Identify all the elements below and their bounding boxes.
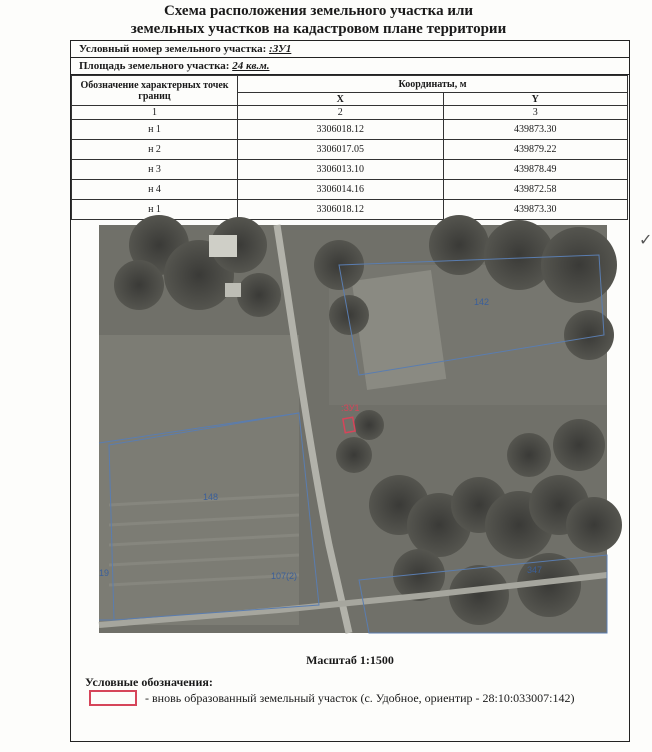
legend-item-text: - вновь образованный земельный участок (с. Удобное, ориентир - 28:10:033007:142)	[145, 691, 575, 705]
map-label-142: 142	[474, 297, 490, 307]
column-number-3: 3	[443, 106, 627, 120]
aerial-map	[99, 225, 607, 633]
title-line-2: земельных участков на кадастровом плане территории	[130, 21, 507, 37]
map-label-19: 19	[99, 568, 110, 578]
check-mark-icon: ✓	[639, 230, 652, 249]
area-value: 24 кв.м.	[232, 60, 270, 72]
table-row	[72, 140, 628, 160]
x-header: X	[238, 93, 444, 106]
map-label-347: 347	[527, 565, 543, 575]
cadastral-number-label: Условный номер земельного участка:	[79, 43, 267, 55]
table-row	[72, 180, 628, 200]
legend-parcel-swatch	[89, 690, 137, 706]
point-cell: н 4	[72, 180, 238, 200]
column-number-1: 1	[72, 106, 238, 120]
scale-label: Масштаб 1:1500	[306, 653, 394, 667]
map-label-148: 148	[203, 492, 219, 502]
coordinates-header: Координаты, м	[238, 76, 628, 93]
y-cell: 439873.30	[443, 200, 627, 220]
point-cell: н 1	[72, 120, 238, 140]
map-image	[99, 225, 607, 633]
parcel-label: :ЗУ1	[341, 403, 360, 413]
x-cell: 3306017.05	[238, 140, 444, 160]
x-cell: 3306018.12	[238, 120, 444, 140]
coordinates-table	[71, 75, 628, 220]
point-cell: н 1	[72, 200, 238, 220]
y-cell: 439878.49	[443, 160, 627, 180]
cadastral-number-row	[71, 41, 629, 58]
area-label: Площадь земельного участка:	[79, 60, 230, 72]
y-header: Y	[443, 93, 627, 106]
legend-title: Условные обозначения:	[85, 675, 213, 689]
table-row	[72, 120, 628, 140]
cadastral-number-value: :ЗУ1	[269, 43, 292, 55]
point-cell: н 3	[72, 160, 238, 180]
x-cell: 3306018.12	[238, 200, 444, 220]
table-row	[72, 160, 628, 180]
document-title	[0, 2, 637, 38]
points-column-header: Обозначение характерных точек границ	[72, 76, 238, 106]
x-cell: 3306014.16	[238, 180, 444, 200]
area-row	[71, 58, 629, 75]
x-cell: 3306013.10	[238, 160, 444, 180]
document-frame	[70, 40, 652, 742]
y-cell: 439879.22	[443, 140, 627, 160]
column-number-2: 2	[238, 106, 444, 120]
point-cell: н 2	[72, 140, 238, 160]
y-cell: 439873.30	[443, 120, 627, 140]
map-label-107: 107(2)	[271, 571, 298, 581]
title-line-1: Схема расположения земельного участка или	[163, 3, 474, 19]
y-cell: 439872.58	[443, 180, 627, 200]
